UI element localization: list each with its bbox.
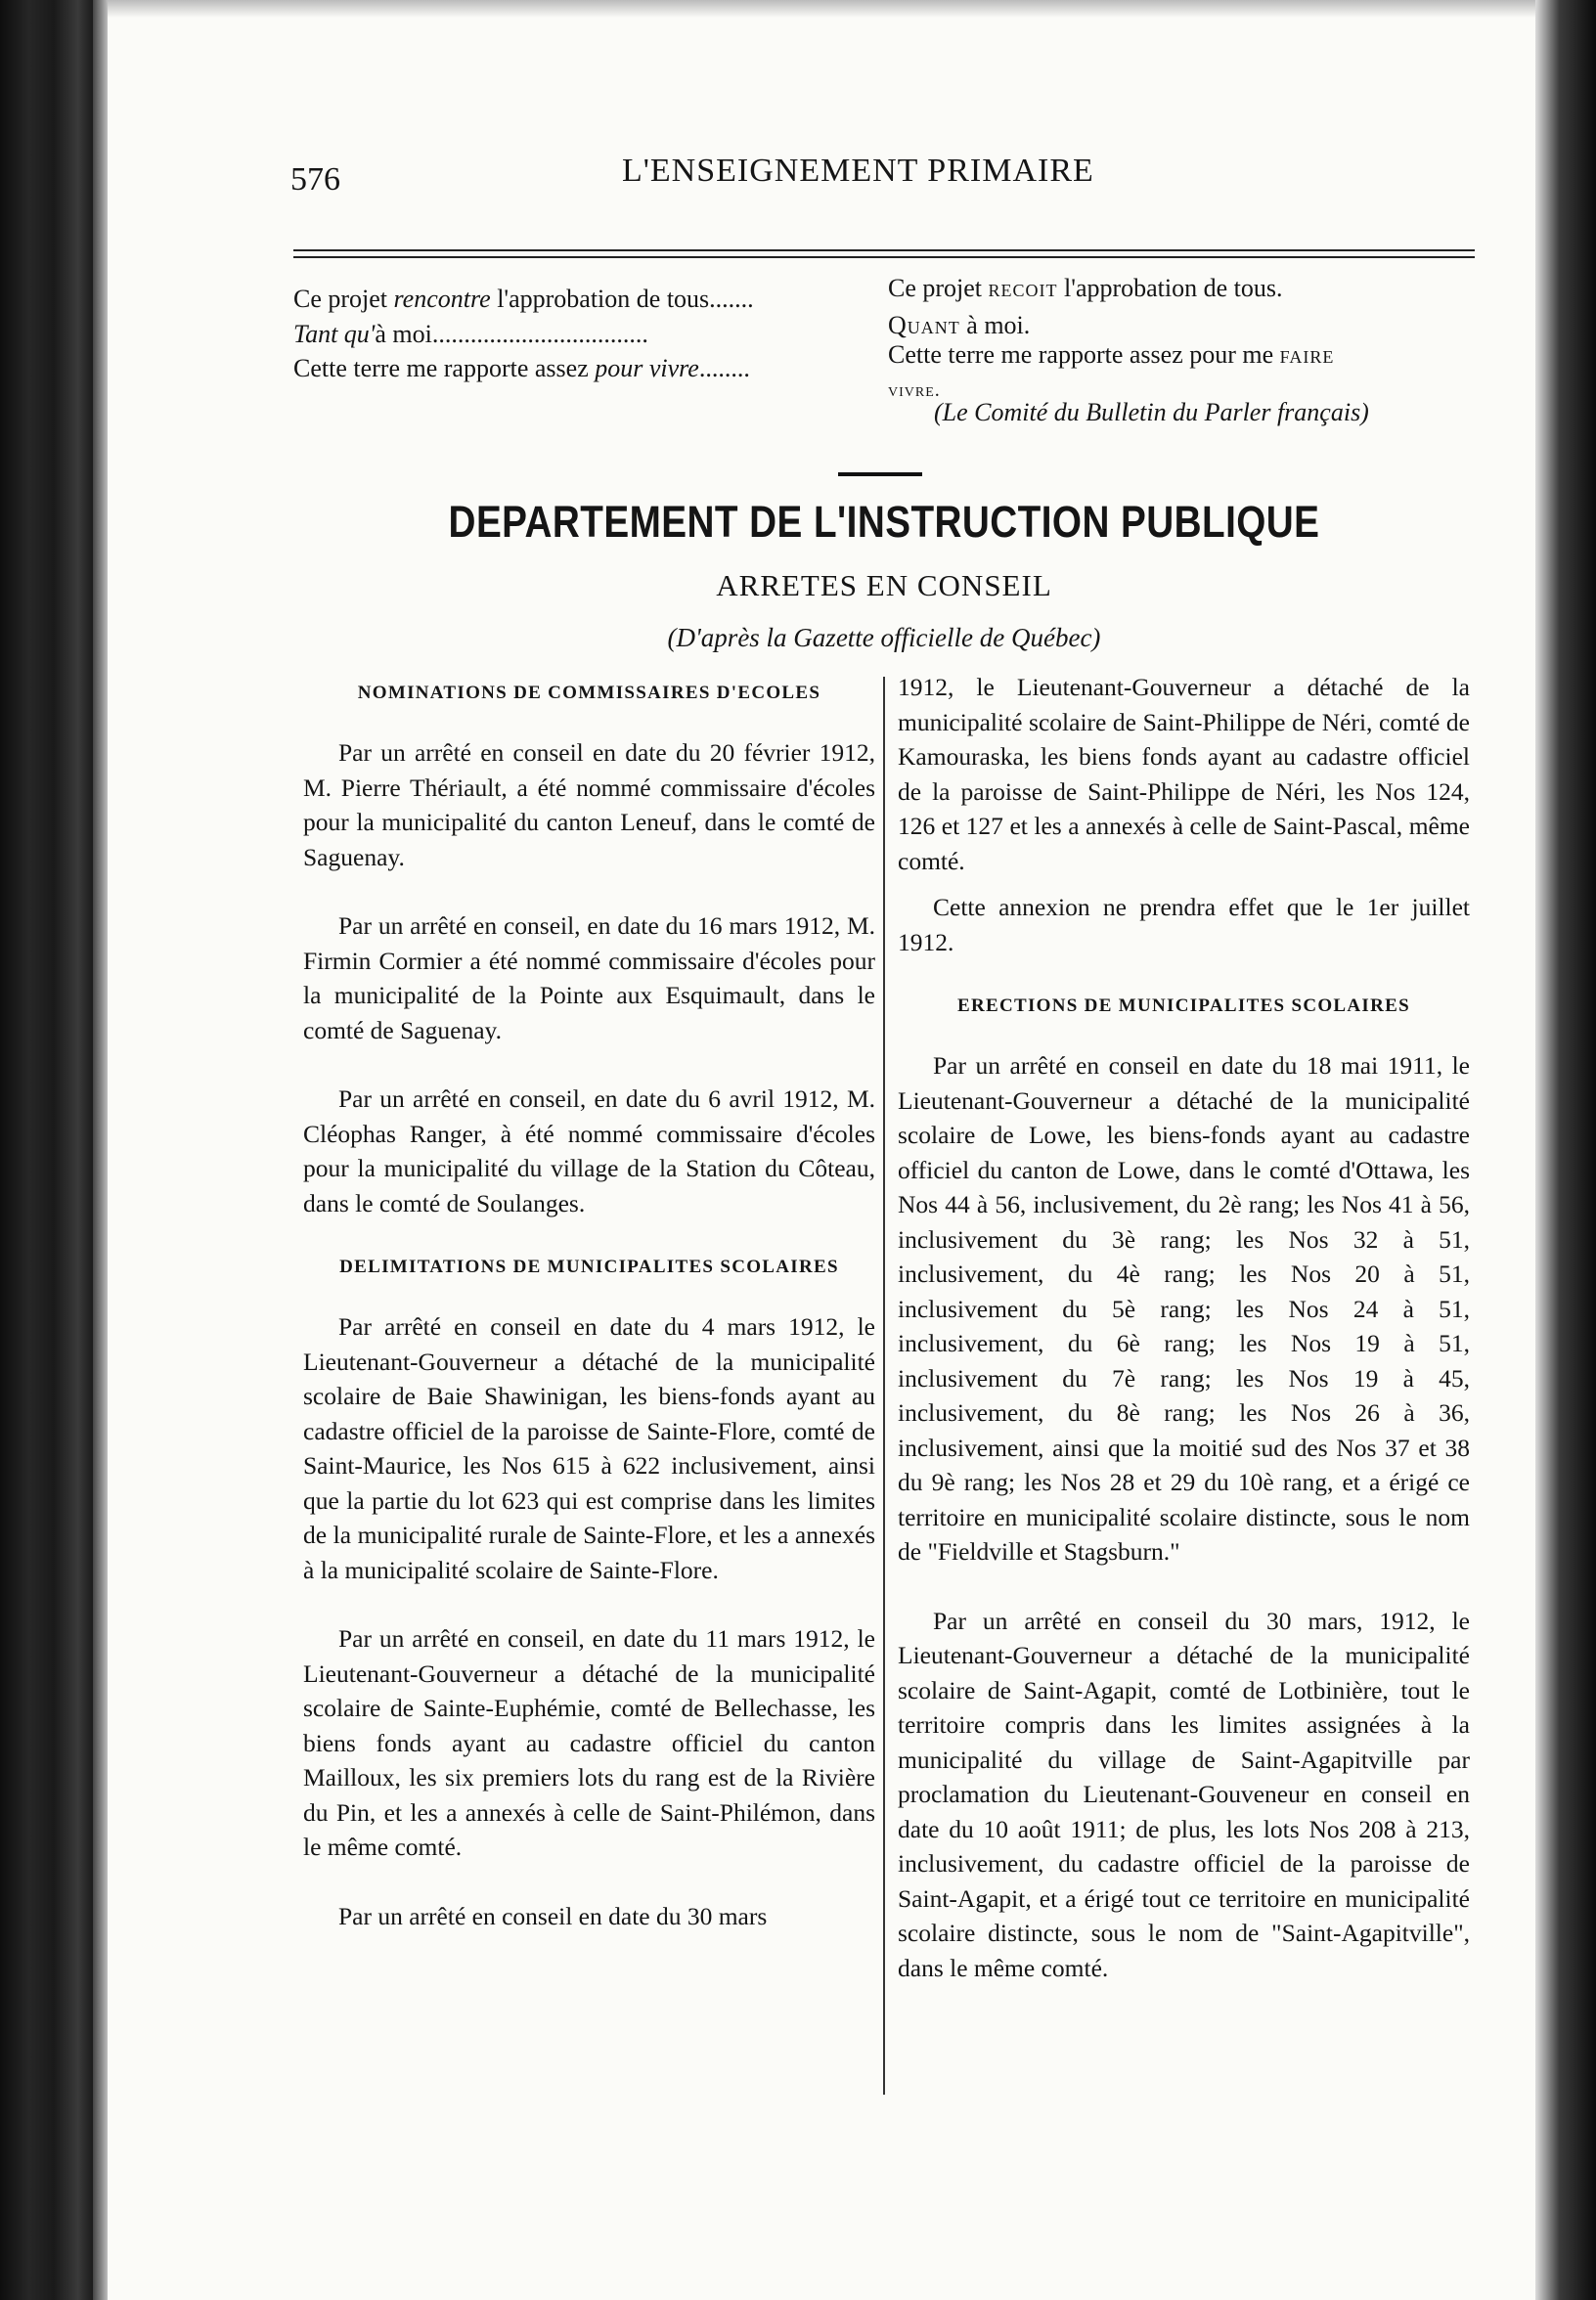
- book-spine: [0, 0, 98, 2300]
- comparison-right-3: Cette terre me rapporte assez pour me faire: [888, 340, 1335, 369]
- running-title: L'ENSEIGNEMENT PRIMAIRE: [622, 153, 1094, 189]
- comparison-left-1: Ce projet rencontre l'approbation de tous.......: [293, 285, 754, 313]
- paragraph: Par un arrêté en conseil, en date du 16 mars 1912, M. Firmin Cormier a été nommé commissaire d'écoles pour la municipalité de la Pointe aux Esquimault, dans le comté de Saguenay.: [303, 911, 875, 1044]
- paragraph: Par un arrêté en conseil, en date du 11 mars 1912, le Lieutenant-Gouverneur a détaché de la municipalité scolaire de Sainte-Euphémie, comté de Bellechasse, les biens fonds ayant au cadastre officiel du canton Mailloux, les six premiers lots du rang est de la Rivière du Pin, et les a annexés à celle de Saint-Philémon, dans le même comté.: [303, 1624, 875, 1861]
- header-rule-bottom: [293, 256, 1475, 258]
- department-subtitle: ARRETES EN CONSEIL: [716, 568, 1052, 602]
- section-heading-erections: ERECTIONS DE MUNICIPALITES SCOLAIRES: [957, 995, 1410, 1016]
- comparison-right-2: Quant à moi.: [888, 311, 1031, 339]
- comparison-left-3: Cette terre me rapporte assez pour vivre........: [293, 354, 750, 382]
- comparison-right-3-continuation: vivre.: [888, 379, 941, 401]
- right-column: [898, 670, 1470, 1985]
- right-page-edge: [1535, 0, 1596, 2300]
- paragraph: Par un arrêté en conseil en date du 20 février 1912, M. Pierre Thériault, a été nommé commissaire d'écoles pour la municipalité du canton Leneuf, dans le comté de Saguenay.: [303, 738, 875, 871]
- paragraph: 1912, le Lieutenant-Gouverneur a détaché de la municipalité scolaire de Saint-Philippe de Néri, comté de Kamouraska, les biens fonds ayant au cadastre officiel de la paroisse de Saint-Philippe de Néri, les Nos 124, 126 et 127 et les a annexés à celle de Saint-Pascal, même comté.: [898, 673, 1470, 875]
- left-column: [303, 681, 875, 1933]
- section-divider: [838, 472, 922, 476]
- department-source: (D'après la Gazette officielle de Québec): [667, 623, 1101, 652]
- comparison-right-1: Ce projet recoit l'approbation de tous.: [888, 274, 1283, 302]
- paragraph: Par un arrêté en conseil en date du 30 mars: [338, 1901, 768, 1930]
- paragraph: Par un arrêté en conseil en date du 18 mai 1911, le Lieutenant-Gouverneur a détaché de la municipalité scolaire de Lowe, les biens-fonds ayant au cadastre officiel du canton de Lowe, dans le comté d'Ottawa, les Nos 44 à 56, inclusivement, du 2è rang; les Nos 41 à 56, inclusivement du 3è rang; les Nos 32 à 51, inclusivement, du 4è rang; les Nos 20 à 51, inclusivement du 5è rang; les Nos 24 à 51, inclusivement, du 6è rang; les Nos 19 à 51, inclusivement du 7è rang; les Nos 19 à 45, inclusivement, du 8è rang; les Nos 26 à 36, inclusivement, ainsi que la moitié sud des Nos 37 et 38 du 9è rang; les Nos 28 et 29 du 10è rang, et a érigé ce territoire en municipalité scolaire distincte, sous le nom de "Fieldville et Stagsburn.": [898, 1051, 1470, 1566]
- header-rule-top: [293, 249, 1475, 251]
- column-separator: [883, 677, 885, 2095]
- department-title: DEPARTEMENT DE L'INSTRUCTION PUBLIQUE: [448, 497, 1320, 547]
- paragraph: Par arrêté en conseil en date du 4 mars 1912, le Lieutenant-Gouverneur a détaché de la municipalité scolaire de Baie Shawinigan, les biens-fonds ayant au cadastre officiel de la paroisse de Sainte-Flore, comté de Saint-Maurice, les Nos 615 à 622 inclusivement, ainsi que la partie du lot 623 qui est comprise dans les limites de la municipalité rurale de Sainte-Flore, et les a annexés à la municipalité scolaire de Sainte-Flore.: [303, 1312, 875, 1584]
- page-top-shadow: [108, 0, 1535, 18]
- paragraph: Par un arrêté en conseil, en date du 6 avril 1912, M. Cléophas Ranger, à été nommé commissaire d'écoles pour la municipalité du village de la Station du Côteau, dans le comté de Soulanges.: [303, 1084, 875, 1217]
- page-number: 576: [290, 161, 340, 198]
- credit-line: (Le Comité du Bulletin du Parler français): [934, 398, 1369, 426]
- paragraph: Par un arrêté en conseil du 30 mars, 1912, le Lieutenant-Gouverneur a détaché de la municipalité scolaire de Saint-Agapit, comté de Lotbinière, tout le territoire compris dans les limites assignées à la municipalité du village de Saint-Agapitville par proclamation du Lieutenant-Gouveneur en conseil en date du 10 août 1911; de plus, les lots Nos 208 à 213, inclusivement, du cadastre officiel de la paroisse de Saint-Agapit, et a érigé tout ce territoire en municipalité scolaire distincte, sous le nom de "Saint-Agapitville", dans le même comté.: [898, 1606, 1470, 1982]
- section-heading-nominations: NOMINATIONS DE COMMISSAIRES D'ECOLES: [357, 683, 821, 703]
- section-heading-delimitations: DELIMITATIONS DE MUNICIPALITES SCOLAIRES: [339, 1257, 839, 1277]
- paragraph: Cette annexion ne prendra effet que le 1er juillet 1912.: [898, 893, 1470, 956]
- comparison-left-2: Tant qu'à moi..................................: [293, 320, 648, 348]
